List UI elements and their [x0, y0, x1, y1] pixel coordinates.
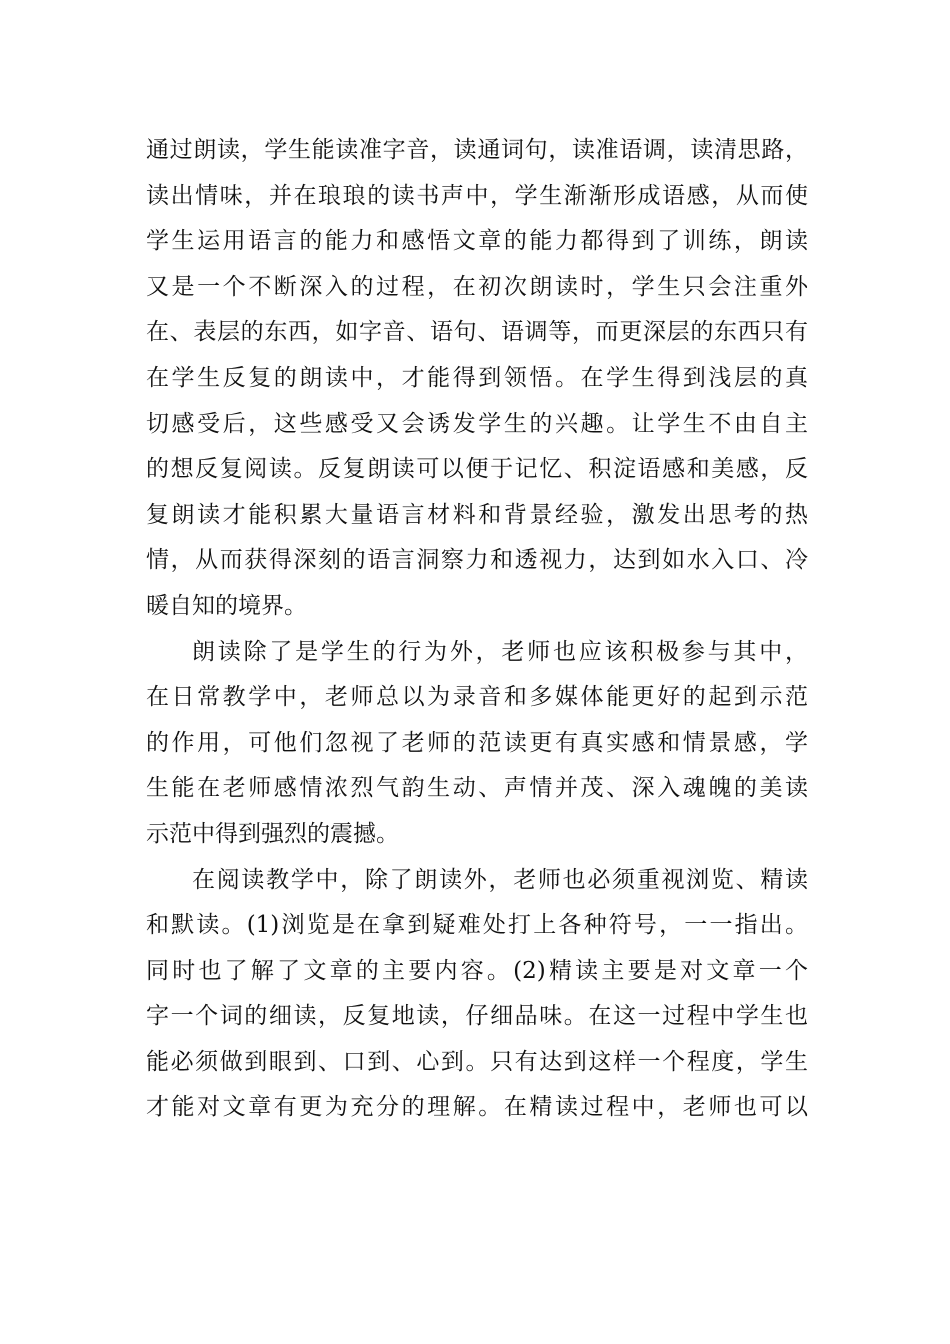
text-line: 朗读除了是学生的行为外，老师也应该积极参与其中，	[192, 638, 808, 665]
text-line: 的作用，可他们忽视了老师的范读更有真实感和情景感，学	[146, 729, 808, 756]
text-line: 字一个词的细读，反复地读，仔细品味。在这一过程中学生也	[146, 1003, 808, 1030]
text-line: 能必须做到眼到、口到、心到。只有达到这样一个程度，学生	[146, 1048, 808, 1075]
text-line: 同时也了解了文章的主要内容。(2)精读主要是对文章一个	[146, 957, 808, 984]
text-line: 和默读。(1)浏览是在拿到疑难处打上各种符号，一一指出。	[146, 912, 808, 939]
body-text	[146, 128, 808, 1131]
text-line: 复朗读才能积累大量语言材料和背景经验，激发出思考的热	[146, 501, 808, 528]
text-line: 暖自知的境界。	[146, 592, 307, 619]
text-line: 学生运用语言的能力和感悟文章的能力都得到了训练，朗读	[146, 228, 808, 255]
text-line: 在、表层的东西，如字音、语句、语调等，而更深层的东西只有	[146, 319, 808, 346]
text-line: 生能在老师感情浓烈气韵生动、声情并茂、深入魂魄的美读	[146, 775, 808, 802]
text-line: 的想反复阅读。反复朗读可以便于记忆、积淀语感和美感，反	[146, 456, 808, 483]
paragraph-2	[146, 630, 808, 858]
text-line: 情，从而获得深刻的语言洞察力和透视力，达到如水入口、冷	[146, 547, 808, 574]
paragraph-3	[146, 858, 808, 1132]
text-line: 在学生反复的朗读中，才能得到领悟。在学生得到浅层的真	[146, 364, 808, 391]
paragraph-1	[146, 128, 808, 630]
text-line: 读出情味，并在琅琅的读书声中，学生渐渐形成语感，从而使	[146, 182, 808, 209]
text-line: 在阅读教学中，除了朗读外，老师也必须重视浏览、精读	[192, 866, 808, 893]
text-line: 通过朗读，学生能读准字音，读通词句，读准语调，读清思路，	[146, 137, 808, 163]
text-line: 又是一个不断深入的过程，在初次朗读时，学生只会注重外	[146, 273, 808, 300]
text-line: 才能对文章有更为充分的理解。在精读过程中，老师也可以	[146, 1094, 808, 1121]
text-line: 切感受后，这些感受又会诱发学生的兴趣。让学生不由自主	[146, 410, 808, 437]
text-line: 示范中得到强烈的震撼。	[146, 820, 399, 847]
text-line: 在日常教学中，老师总以为录音和多媒体能更好的起到示范	[146, 684, 808, 711]
